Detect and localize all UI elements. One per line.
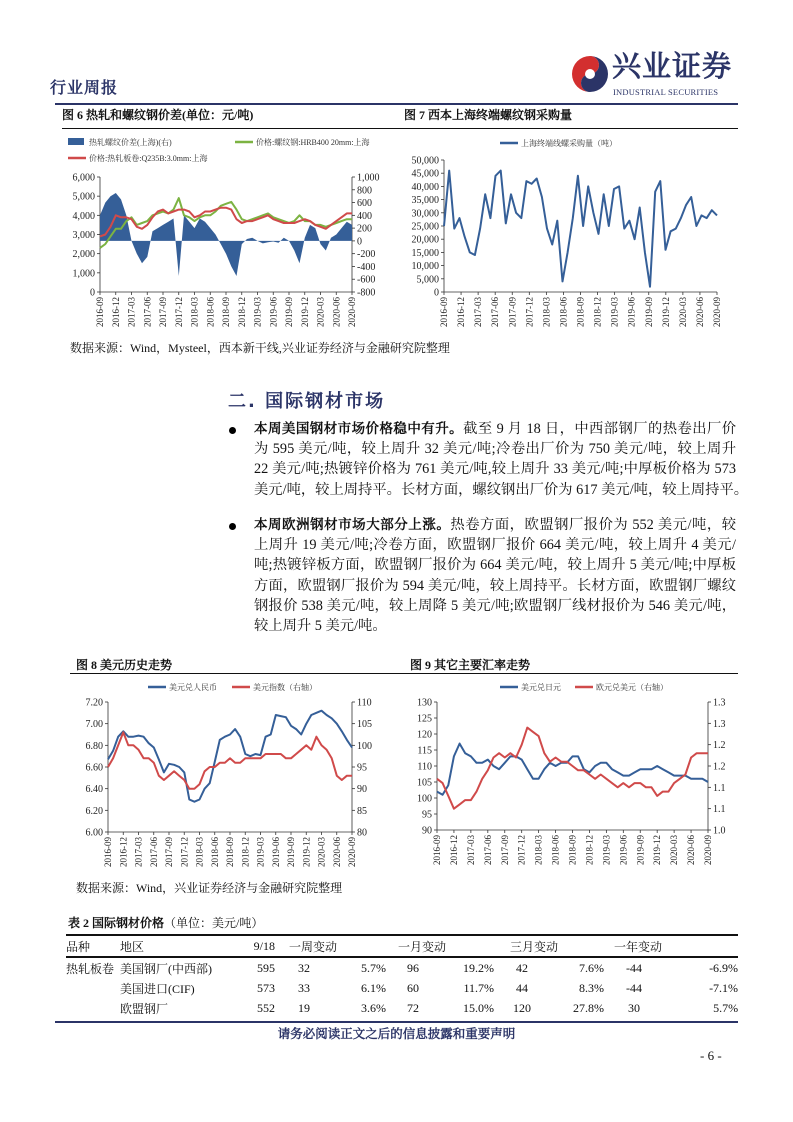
text-line: 方面，欧盟钢厂报价为 594 美元/吨，较上周持平。长材方面，欧盟钢厂螺纹: [254, 577, 736, 594]
table-cell-y: -44: [626, 960, 643, 975]
y-right-tick-label: 1.1: [713, 782, 726, 794]
x-tick-label: 2020-09: [703, 835, 713, 865]
table-row: [66, 978, 738, 998]
legend-label: 欧元兑美元（右轴）: [596, 683, 668, 692]
y-right-tick-label: 110: [357, 697, 372, 709]
text-line: 吨;热镀锌板方面，欧盟钢厂报价为 664 美元/吨，较上周升 5 美元/吨;中厚板: [254, 557, 736, 574]
source-note: 数据来源：Wind，兴业证券经济与金融研究院整理: [76, 881, 343, 895]
table-cell-q: 44: [516, 980, 529, 995]
y-tick-label: 90: [422, 825, 432, 837]
series-area-0: [100, 193, 352, 276]
table-header-row: [66, 935, 738, 957]
x-tick-label: 2017-09: [164, 837, 174, 867]
y-right-tick-label: 1.1: [713, 804, 726, 816]
x-tick-label: 2018-12: [592, 297, 603, 327]
table-cell-qp: 8.3%: [579, 980, 605, 995]
legend-label: 美元兑日元: [521, 683, 561, 692]
x-tick-label: 2016-12: [110, 297, 121, 327]
table-cell-wp: 6.1%: [361, 980, 387, 995]
x-tick-label: 2016-09: [439, 297, 449, 327]
series-line-0: [444, 171, 717, 287]
table-cell-qp: 7.6%: [579, 960, 605, 975]
legend-label: 价格:螺纹钢:HRB400 20mm:上海: [256, 138, 370, 147]
x-tick-label: 2019-03: [252, 297, 263, 327]
text-line: 为 595 美元/吨，较上周升 32 美元/吨;冷卷出厂价为 750 美元/吨，较上周升: [254, 441, 736, 458]
fig-title-divider: [62, 128, 738, 129]
steel-price-table: [66, 934, 738, 1018]
logo-text-cn: 兴业证券: [612, 49, 733, 83]
x-tick-label: 2018-06: [205, 297, 216, 327]
y-tick-label: 5,000: [72, 191, 95, 203]
y-right-tick-label: 1.3: [713, 697, 726, 709]
x-tick-label: 2020-06: [331, 837, 342, 867]
x-tick-label: 2018-12: [584, 835, 595, 865]
table-cell-w: 33: [298, 980, 310, 995]
legend-label: 美元指数（右轴）: [253, 683, 317, 692]
x-tick-label: 2019-06: [270, 837, 281, 867]
y-right-tick-label: 200: [357, 223, 372, 235]
fig6-chart: [60, 130, 400, 335]
y-tick-label: 6.40: [85, 784, 103, 796]
y-right-tick-label: 90: [357, 784, 367, 796]
x-tick-label: 2017-12: [524, 297, 535, 327]
table-cell-mp: 19.2%: [463, 960, 495, 975]
x-tick-label: 2018-03: [533, 835, 544, 865]
y-right-tick-label: 1.2: [713, 761, 726, 773]
y-tick-label: 7.00: [85, 719, 103, 731]
x-tick-label: 2019-06: [626, 297, 637, 327]
series-line-1: [437, 728, 708, 809]
x-tick-label: 2018-09: [567, 835, 578, 865]
x-tick-label: 2017-12: [516, 835, 527, 865]
col-header: 地区: [120, 935, 230, 957]
x-tick-label: 2020-03: [669, 835, 680, 865]
paragraph-lead: 本周美国钢材市场价格稳中有升。: [254, 421, 464, 437]
x-tick-label: 2020-03: [316, 837, 327, 867]
x-tick-label: 2018-09: [225, 837, 235, 867]
col-header: 一周变动: [275, 935, 386, 957]
x-tick-label: 2019-12: [301, 837, 312, 867]
x-tick-label: 2016-12: [456, 297, 467, 327]
x-tick-label: 2017-12: [179, 837, 190, 867]
series-line-0: [108, 711, 352, 802]
x-tick-label: 2016-09: [95, 297, 105, 327]
table-cell-y: -44: [626, 980, 643, 995]
col-header: 一年变动: [604, 935, 738, 957]
table-cell-m: 96: [407, 960, 420, 975]
x-tick-label: 2017-03: [133, 837, 144, 867]
text-line: 较上周升 5 美元/吨。: [254, 617, 387, 634]
footer-divider: [55, 1021, 738, 1023]
y-tick-label: 15,000: [411, 247, 439, 259]
y-right-tick-label: 95: [357, 762, 367, 774]
paragraph-eu-market: [254, 515, 736, 636]
table-cell-category: 热轧板卷: [66, 961, 115, 976]
y-tick-label: 4,000: [72, 210, 95, 222]
x-tick-label: 2017-03: [126, 297, 137, 327]
x-tick-label: 2017-09: [158, 297, 168, 327]
table-cell-qp: 27.8%: [573, 1000, 605, 1015]
x-tick-label: 2019-06: [268, 297, 279, 327]
table-unit: （单位：美元/吨）: [164, 916, 264, 930]
x-tick-label: 2017-06: [482, 835, 493, 865]
x-tick-label: 2017-03: [465, 835, 476, 865]
y-right-tick-label: 80: [357, 827, 367, 839]
x-tick-label: 2016-12: [448, 835, 459, 865]
fig9-chart: [400, 676, 740, 876]
company-logo: [572, 50, 737, 100]
table-cell-m: 72: [407, 1000, 420, 1015]
paragraph-us-market: [254, 419, 749, 500]
x-tick-label: 2020-06: [694, 297, 705, 327]
y-right-tick-label: 0: [357, 236, 362, 248]
table-cell-price: 595: [257, 960, 275, 975]
y-tick-label: 50,000: [411, 155, 439, 167]
section-heading: 二. 国际钢材市场: [228, 391, 386, 412]
y-right-tick-label: 400: [357, 210, 372, 222]
y-right-tick-label: 105: [357, 719, 372, 731]
y-right-tick-label: 1.2: [713, 740, 726, 752]
table-cell-region: 欧盟钢厂: [120, 1001, 169, 1016]
table-cell-category: [66, 998, 120, 1018]
x-tick-label: 2016-09: [432, 835, 442, 865]
y-right-tick-label: 1,000: [357, 172, 380, 184]
table-cell-region: 美国进口(CIF): [120, 981, 195, 996]
x-tick-label: 2020-06: [331, 297, 342, 327]
y-tick-label: 45,000: [411, 168, 439, 180]
text-line: 22 美元/吨;热镀锌价格为 761 美元/吨,较上周升 33 美元/吨;中厚板价格为 573: [254, 461, 736, 478]
x-tick-label: 2019-03: [601, 835, 612, 865]
x-tick-label: 2019-12: [660, 297, 671, 327]
y-tick-label: 20,000: [411, 234, 439, 246]
col-header: 9/18: [230, 935, 275, 957]
x-tick-label: 2016-12: [118, 837, 129, 867]
y-tick-label: 30,000: [411, 208, 439, 220]
y-tick-label: 2,000: [72, 249, 95, 261]
fig-title-divider: [70, 673, 738, 674]
x-tick-label: 2020-09: [347, 837, 357, 867]
y-right-tick-label: -600: [357, 274, 376, 286]
x-tick-label: 2018-09: [221, 297, 231, 327]
y-right-tick-label: -200: [357, 249, 376, 261]
table-title: [68, 916, 263, 931]
page-number: - 6 -: [700, 1048, 722, 1063]
y-tick-label: 10,000: [411, 261, 439, 273]
col-header: 一月变动: [386, 935, 494, 957]
bullet-icon: [229, 427, 236, 434]
table-cell-yp: -6.9%: [709, 960, 739, 975]
x-tick-label: 2018-09: [575, 297, 586, 327]
report-type-label: 行业周报: [50, 80, 119, 97]
x-tick-label: 2019-06: [618, 835, 629, 865]
legend-label: 热轧螺纹价差(上海)(右): [89, 138, 172, 147]
series-line-1: [108, 732, 352, 788]
text-line: 截至 9 月 18 日，中西部钢厂的热卷出厂价: [463, 421, 736, 437]
y-tick-label: 25,000: [411, 221, 439, 233]
y-tick-label: 115: [417, 745, 432, 757]
x-tick-label: 2020-09: [347, 297, 357, 327]
table-row: [66, 998, 738, 1018]
table-cell-category: [66, 978, 120, 998]
x-tick-label: 2018-03: [194, 837, 205, 867]
fig8-chart: [60, 676, 400, 876]
x-tick-label: 2017-09: [507, 297, 518, 327]
bullet-icon: [229, 523, 236, 530]
table-cell-w: 19: [298, 1000, 310, 1015]
y-tick-label: 5,000: [416, 274, 439, 286]
x-tick-label: 2020-06: [686, 835, 697, 865]
x-tick-label: 2019-12: [299, 297, 310, 327]
y-right-tick-label: 85: [357, 805, 367, 817]
y-right-tick-label: 800: [357, 185, 372, 197]
x-tick-label: 2017-03: [473, 297, 484, 327]
y-right-tick-label: -400: [357, 261, 376, 273]
fig9-title: 图 9 其它主要汇率走势: [410, 658, 531, 672]
table-cell-yp: -7.1%: [709, 980, 739, 995]
table-cell-w: 32: [298, 960, 310, 975]
y-tick-label: 3,000: [72, 230, 95, 241]
text-line: 钢报价 538 美元/吨，较上周降 5 美元/吨;欧盟钢厂线材报价为 546 美元/吨，: [254, 597, 736, 614]
y-tick-label: 1,000: [72, 268, 95, 280]
x-tick-label: 2019-09: [284, 297, 294, 327]
col-header: 三月变动: [494, 935, 604, 957]
fig8-title: 图 8 美元历史走势: [76, 658, 173, 672]
x-tick-label: 2019-09: [643, 297, 654, 327]
legend-swatch: [68, 138, 84, 145]
y-tick-label: 0: [434, 287, 439, 299]
disclaimer: 请务必阅读正文之后的信息披露和重要声明: [277, 1026, 516, 1041]
table-cell-q: 120: [513, 1000, 532, 1015]
y-tick-label: 6.80: [85, 740, 103, 752]
x-tick-label: 2019-12: [652, 835, 663, 865]
table-cell-mp: 11.7%: [463, 980, 495, 995]
x-tick-label: 2017-06: [142, 297, 153, 327]
x-tick-label: 2016-09: [103, 837, 113, 867]
table-cell-q: 42: [516, 960, 529, 975]
y-tick-label: 6.60: [85, 762, 103, 774]
paragraph-lead: 本周欧洲钢材市场大部分上涨。: [254, 517, 451, 533]
table-cell-wp: 3.6%: [361, 1000, 387, 1015]
x-tick-label: 2018-12: [240, 837, 251, 867]
y-tick-label: 6.00: [85, 827, 103, 839]
x-tick-label: 2017-06: [148, 837, 159, 867]
fig6-title: 图 6 热轧和螺纹钢价差(单位：元/吨): [62, 108, 254, 122]
logo-text-en: INDUSTRIAL SECURITIES: [613, 87, 719, 97]
table-cell-region: 美国钢厂(中西部): [120, 961, 212, 976]
y-tick-label: 95: [422, 809, 432, 821]
source-note: 数据来源：Wind，Mysteel，西本新干线,兴业证券经济与金融研究院整理: [70, 341, 450, 355]
x-tick-label: 2017-12: [173, 297, 184, 327]
y-tick-label: 110: [417, 761, 432, 773]
x-tick-label: 2017-06: [490, 297, 501, 327]
x-tick-label: 2019-03: [609, 297, 620, 327]
y-tick-label: 120: [417, 729, 432, 741]
table-cell-price: 573: [257, 980, 275, 995]
y-right-tick-label: 1.3: [713, 718, 726, 730]
y-tick-label: 40,000: [411, 181, 439, 193]
col-header: 品种: [66, 935, 120, 957]
x-tick-label: 2018-06: [558, 297, 569, 327]
text-line: 美元/吨，较上周持平。长材方面，螺纹钢出厂价为 617 美元/吨，较上周持平。: [254, 481, 749, 498]
legend-label: 美元兑人民币: [169, 683, 217, 692]
text-line: 上周升 19 美元/吨;冷卷方面，欧盟钢厂报价 664 美元/吨，较上周升 4 美元/: [254, 537, 736, 554]
y-tick-label: 0: [90, 287, 95, 299]
legend-label: 价格:热轧板卷:Q235B:3.0mm:上海: [89, 154, 208, 163]
x-tick-label: 2020-09: [712, 297, 722, 327]
fig7-chart: [400, 130, 740, 335]
table-cell-y: 30: [628, 1000, 641, 1015]
header-divider: [55, 103, 738, 105]
y-tick-label: 100: [417, 793, 432, 805]
x-tick-label: 2018-06: [550, 835, 561, 865]
x-tick-label: 2017-09: [499, 835, 510, 865]
logo-swirl-icon: [572, 54, 608, 94]
x-tick-label: 2018-03: [541, 297, 552, 327]
y-right-tick-label: 1.0: [713, 825, 726, 837]
table-cell-mp: 15.0%: [463, 1000, 495, 1015]
fig7-title: 图 7 西本上海终端螺纹钢采购量: [404, 108, 573, 122]
y-right-tick-label: 600: [357, 198, 372, 210]
y-right-tick-label: 100: [357, 740, 372, 752]
x-tick-label: 2020-03: [677, 297, 688, 327]
y-tick-label: 125: [417, 713, 432, 725]
y-right-tick-label: -800: [357, 287, 376, 299]
text-line: 热卷方面，欧盟钢厂报价为 552 美元/吨，较: [450, 517, 736, 533]
y-tick-label: 130: [417, 697, 432, 709]
y-tick-label: 105: [417, 777, 432, 789]
table-cell-wp: 5.7%: [361, 960, 387, 975]
x-tick-label: 2020-03: [315, 297, 326, 327]
legend-label: 上海终端线螺采购量（吨）: [521, 139, 617, 148]
x-tick-label: 2018-06: [209, 837, 220, 867]
y-tick-label: 6,000: [72, 172, 95, 184]
x-tick-label: 2019-09: [635, 835, 646, 865]
y-tick-label: 35,000: [411, 195, 439, 207]
table-cell-yp: 5.7%: [713, 1000, 739, 1015]
table-row: [66, 957, 738, 978]
y-tick-label: 7.20: [85, 697, 103, 709]
table-cell-price: 552: [257, 1000, 275, 1015]
x-tick-label: 2019-03: [255, 837, 266, 867]
x-tick-label: 2018-12: [236, 297, 247, 327]
table-title-text: 表 2 国际钢材价格: [68, 916, 165, 930]
y-tick-label: 6.20: [85, 805, 103, 817]
x-tick-label: 2019-09: [286, 837, 296, 867]
x-tick-label: 2018-03: [189, 297, 200, 327]
table-cell-m: 60: [407, 980, 420, 995]
